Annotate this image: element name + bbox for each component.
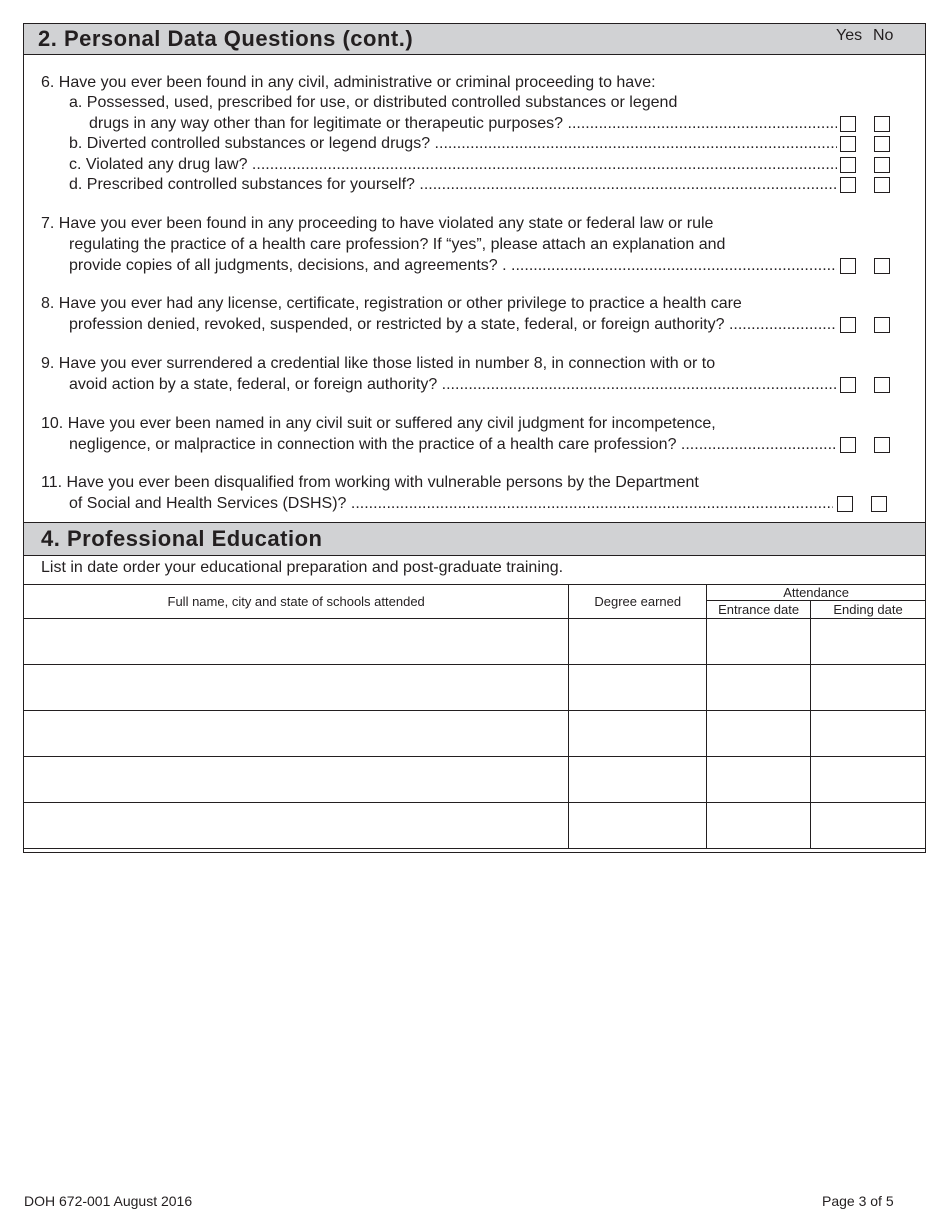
school-cell[interactable] — [24, 803, 569, 849]
no-column-label: No — [873, 27, 894, 44]
entrance-date-column-header: Entrance date — [707, 601, 811, 619]
q11-no-checkbox[interactable] — [871, 496, 887, 512]
ending-date-cell[interactable] — [811, 803, 926, 849]
question-10-line1: 10. Have you ever been named in any civil suit or suffered any civil judgment for incompetence, — [41, 415, 716, 432]
ending-date-cell[interactable] — [811, 665, 926, 711]
section-header — [24, 523, 925, 556]
table-row — [24, 803, 926, 849]
q6b-no-checkbox[interactable] — [874, 136, 890, 152]
q6a-no-checkbox[interactable] — [874, 116, 890, 132]
question-6-intro: 6. Have you ever been found in any civil, administrative or criminal proceeding to have: — [41, 74, 656, 91]
attendance-column-header: Attendance — [707, 585, 926, 601]
q6b-yes-checkbox[interactable] — [840, 136, 856, 152]
section-header — [24, 24, 925, 55]
question-9-line2: avoid action by a state, federal, or foreign authority? ..... — [69, 375, 837, 395]
entrance-date-cell[interactable] — [707, 711, 811, 757]
q6a-yes-checkbox[interactable] — [840, 116, 856, 132]
degree-cell[interactable] — [569, 803, 707, 849]
q8-yes-checkbox[interactable] — [840, 317, 856, 333]
q11-yes-checkbox[interactable] — [837, 496, 853, 512]
degree-cell[interactable] — [569, 711, 707, 757]
education-table — [23, 584, 926, 849]
question-6b: b. Diverted controlled substances or legend drugs? ..... — [69, 134, 837, 154]
question-6a-line2: drugs in any way other than for legitimate or therapeutic purposes? ..... — [89, 114, 837, 134]
table-row — [24, 757, 926, 803]
section-title: 2. Personal Data Questions (cont.) — [38, 26, 414, 51]
q7-no-checkbox[interactable] — [874, 258, 890, 274]
ending-date-cell[interactable] — [811, 711, 926, 757]
table-row — [24, 665, 926, 711]
degree-cell[interactable] — [569, 757, 707, 803]
q6d-yes-checkbox[interactable] — [840, 177, 856, 193]
degree-cell[interactable] — [569, 619, 707, 665]
question-7-line3: provide copies of all judgments, decisions, and agreements? . ..... — [69, 256, 837, 276]
entrance-date-cell[interactable] — [707, 757, 811, 803]
entrance-date-cell[interactable] — [707, 665, 811, 711]
question-9-line1: 9. Have you ever surrendered a credential like those listed in number 8, in connection with or to — [41, 355, 716, 372]
q6c-yes-checkbox[interactable] — [840, 157, 856, 173]
form-id: DOH 672-001 August 2016 — [24, 1193, 193, 1209]
entrance-date-cell[interactable] — [707, 619, 811, 665]
table-row — [24, 711, 926, 757]
degree-column-header: Degree earned — [569, 585, 707, 619]
question-8-line2: profession denied, revoked, suspended, or restricted by a state, federal, or foreign authority? ..... — [69, 315, 837, 335]
question-7-line2: regulating the practice of a health care profession? If “yes”, please attach an explanation and — [69, 236, 726, 253]
school-cell[interactable] — [24, 757, 569, 803]
question-11-line2: of Social and Health Services (DSHS)? ..... — [69, 494, 833, 514]
education-instructions: List in date order your educational preparation and post-graduate training. — [41, 559, 564, 576]
school-cell[interactable] — [24, 619, 569, 665]
q9-no-checkbox[interactable] — [874, 377, 890, 393]
question-11-line1: 11. Have you ever been disqualified from working with vulnerable persons by the Department — [41, 474, 699, 491]
q10-no-checkbox[interactable] — [874, 437, 890, 453]
ending-date-column-header: Ending date — [811, 601, 926, 619]
question-7-line1: 7. Have you ever been found in any proceeding to have violated any state or federal law or rule — [41, 215, 714, 232]
ending-date-cell[interactable] — [811, 619, 926, 665]
entrance-date-cell[interactable] — [707, 803, 811, 849]
yes-column-label: Yes — [836, 27, 863, 44]
question-6c: c. Violated any drug law? ..... — [69, 155, 837, 175]
q6c-no-checkbox[interactable] — [874, 157, 890, 173]
q9-yes-checkbox[interactable] — [840, 377, 856, 393]
question-6a-line1: a. Possessed, used, prescribed for use, or distributed controlled substances or legend — [69, 94, 678, 111]
school-cell[interactable] — [24, 711, 569, 757]
section-title: 4. Professional Education — [41, 526, 323, 551]
school-cell[interactable] — [24, 665, 569, 711]
school-column-header: Full name, city and state of schools attended — [24, 585, 569, 619]
q7-yes-checkbox[interactable] — [840, 258, 856, 274]
table-row — [24, 619, 926, 665]
question-6d: d. Prescribed controlled substances for yourself? ..... — [69, 175, 837, 195]
ending-date-cell[interactable] — [811, 757, 926, 803]
question-8-line1: 8. Have you ever had any license, certificate, registration or other privilege to practice a health care — [41, 295, 742, 312]
q10-yes-checkbox[interactable] — [840, 437, 856, 453]
page-number: Page 3 of 5 — [822, 1193, 894, 1209]
q8-no-checkbox[interactable] — [874, 317, 890, 333]
q6d-no-checkbox[interactable] — [874, 177, 890, 193]
question-10-line2: negligence, or malpractice in connection with the practice of a health care profession? ..... — [69, 435, 837, 455]
degree-cell[interactable] — [569, 665, 707, 711]
professional-education-section — [23, 522, 926, 853]
